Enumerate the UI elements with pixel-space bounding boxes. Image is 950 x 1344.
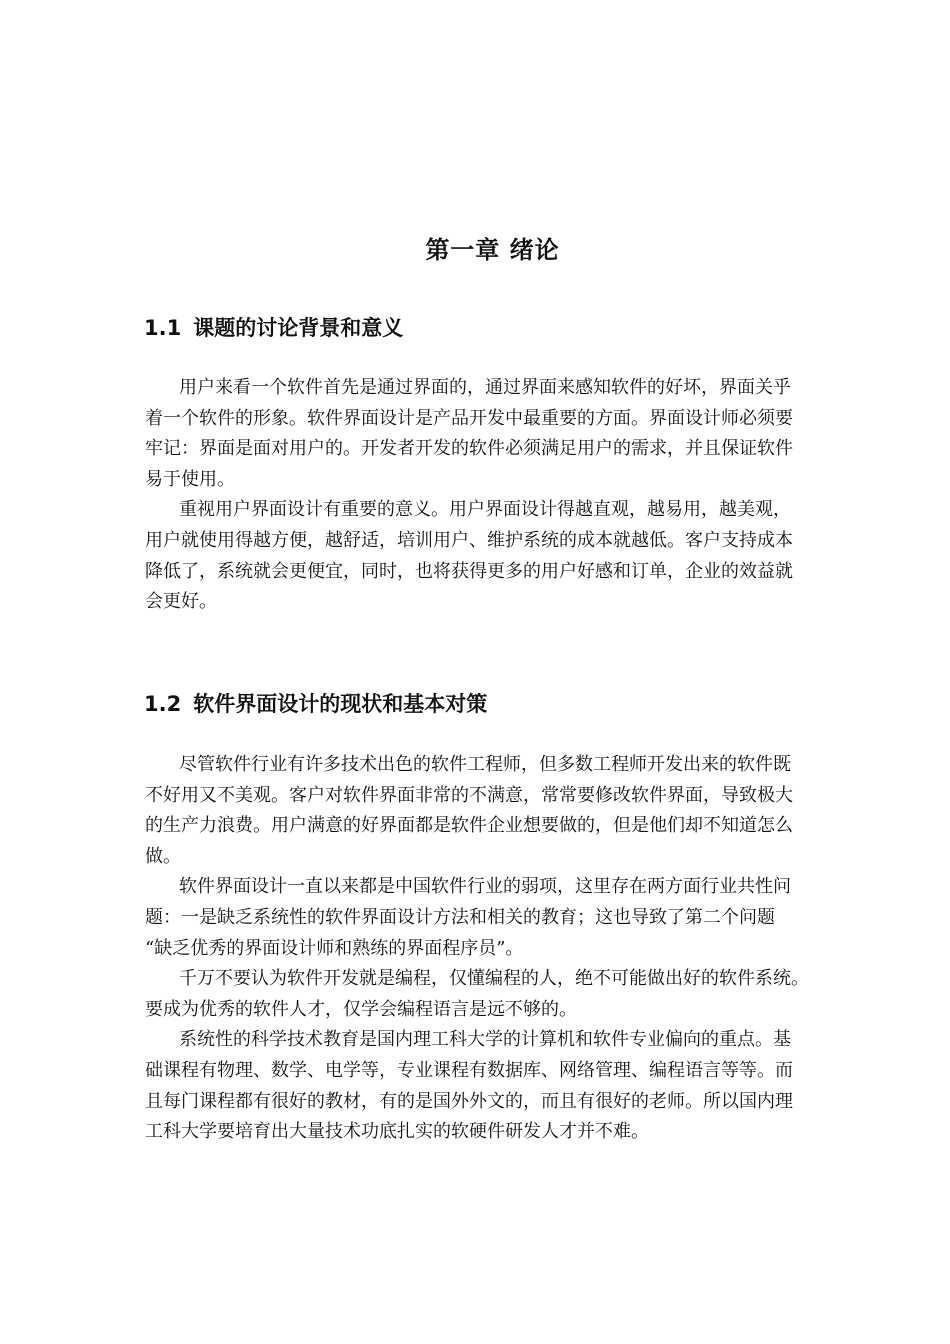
section-body-1-1: [145, 373, 845, 618]
paragraph-line: 易于使用。: [145, 468, 235, 490]
paragraph: [145, 872, 845, 964]
paragraph-line: 千万不要认为软件开发就是编程，仅懂编程的人，绝不可能做出好的软件系统。: [179, 968, 809, 990]
paragraph-line: “缺乏优秀的界面设计师和熟练的界面程序员”。: [145, 937, 524, 959]
paragraph-line: 题：一是缺乏系统性的软件界面设计方法和相关的教育；这也导致了第二个问题: [145, 906, 775, 928]
paragraph-line: 软件界面设计一直以来都是中国软件行业的弱项，这里存在两方面行业共性问: [179, 876, 791, 898]
section-title: 课题的讨论背景和意义: [193, 316, 404, 340]
paragraph: [145, 750, 845, 872]
section-heading-1-1: [144, 313, 403, 343]
paragraph-line: 系统性的科学技术教育是国内理工科大学的计算机和软件专业偏向的重点。基: [179, 1029, 791, 1051]
section-number: 1.2: [144, 692, 182, 716]
chapter-title: 第一章 绪论: [425, 236, 560, 264]
section-number: 1.1: [144, 316, 182, 340]
paragraph: [145, 1025, 845, 1147]
paragraph-line: 工科大学要培育出大量技术功底扎实的软硬件研发人才并不难。: [145, 1121, 649, 1143]
paragraph-line: 会更好。: [145, 591, 217, 613]
paragraph-line: 降低了，系统就会更便宜，同时，也将获得更多的用户好感和订单，企业的效益就: [145, 560, 793, 582]
paragraph-line: 且每门课程都有很好的教材，有的是国外外文的，而且有很好的老师。所以国内理: [145, 1090, 793, 1112]
paragraph-line: 重视用户界面设计有重要的意义。用户界面设计得越直观，越易用，越美观，: [179, 499, 791, 521]
paragraph-line: 做。: [145, 845, 181, 867]
paragraph-line: 要成为优秀的软件人才，仅学会编程语言是远不够的。: [145, 998, 577, 1020]
paragraph: [145, 964, 845, 1025]
paragraph: [145, 373, 845, 495]
paragraph-line: 的生产力浪费。用户满意的好界面都是软件企业想要做的，但是他们却不知道怎么: [145, 815, 793, 837]
paragraph-line: 着一个软件的形象。软件界面设计是产品开发中最重要的方面。界面设计师必须要: [145, 407, 793, 429]
paragraph-line: 础课程有物理、数学、电学等，专业课程有数据库、网络管理、编程语言等等。而: [145, 1059, 793, 1081]
section-body-1-2: [145, 750, 845, 1148]
paragraph: [145, 495, 845, 617]
paragraph-line: 牢记：界面是面对用户的。开发者开发的软件必须满足用户的需求，并且保证软件: [145, 438, 793, 460]
paragraph-line: 用户就使用得越方便，越舒适，培训用户、维护系统的成本就越低。客户支持成本: [145, 529, 793, 551]
paragraph-line: 尽管软件行业有许多技术出色的软件工程师，但多数工程师开发出来的软件既: [179, 754, 791, 775]
section-heading-1-2: [144, 689, 487, 719]
paragraph-line: 不好用又不美观。客户对软件界面非常的不满意，常常要修改软件界面，导致极大: [145, 784, 793, 806]
paragraph-line: 用户来看一个软件首先是通过界面的，通过界面来感知软件的好坏，界面关乎: [179, 377, 791, 398]
section-title: 软件界面设计的现状和基本对策: [193, 692, 488, 716]
